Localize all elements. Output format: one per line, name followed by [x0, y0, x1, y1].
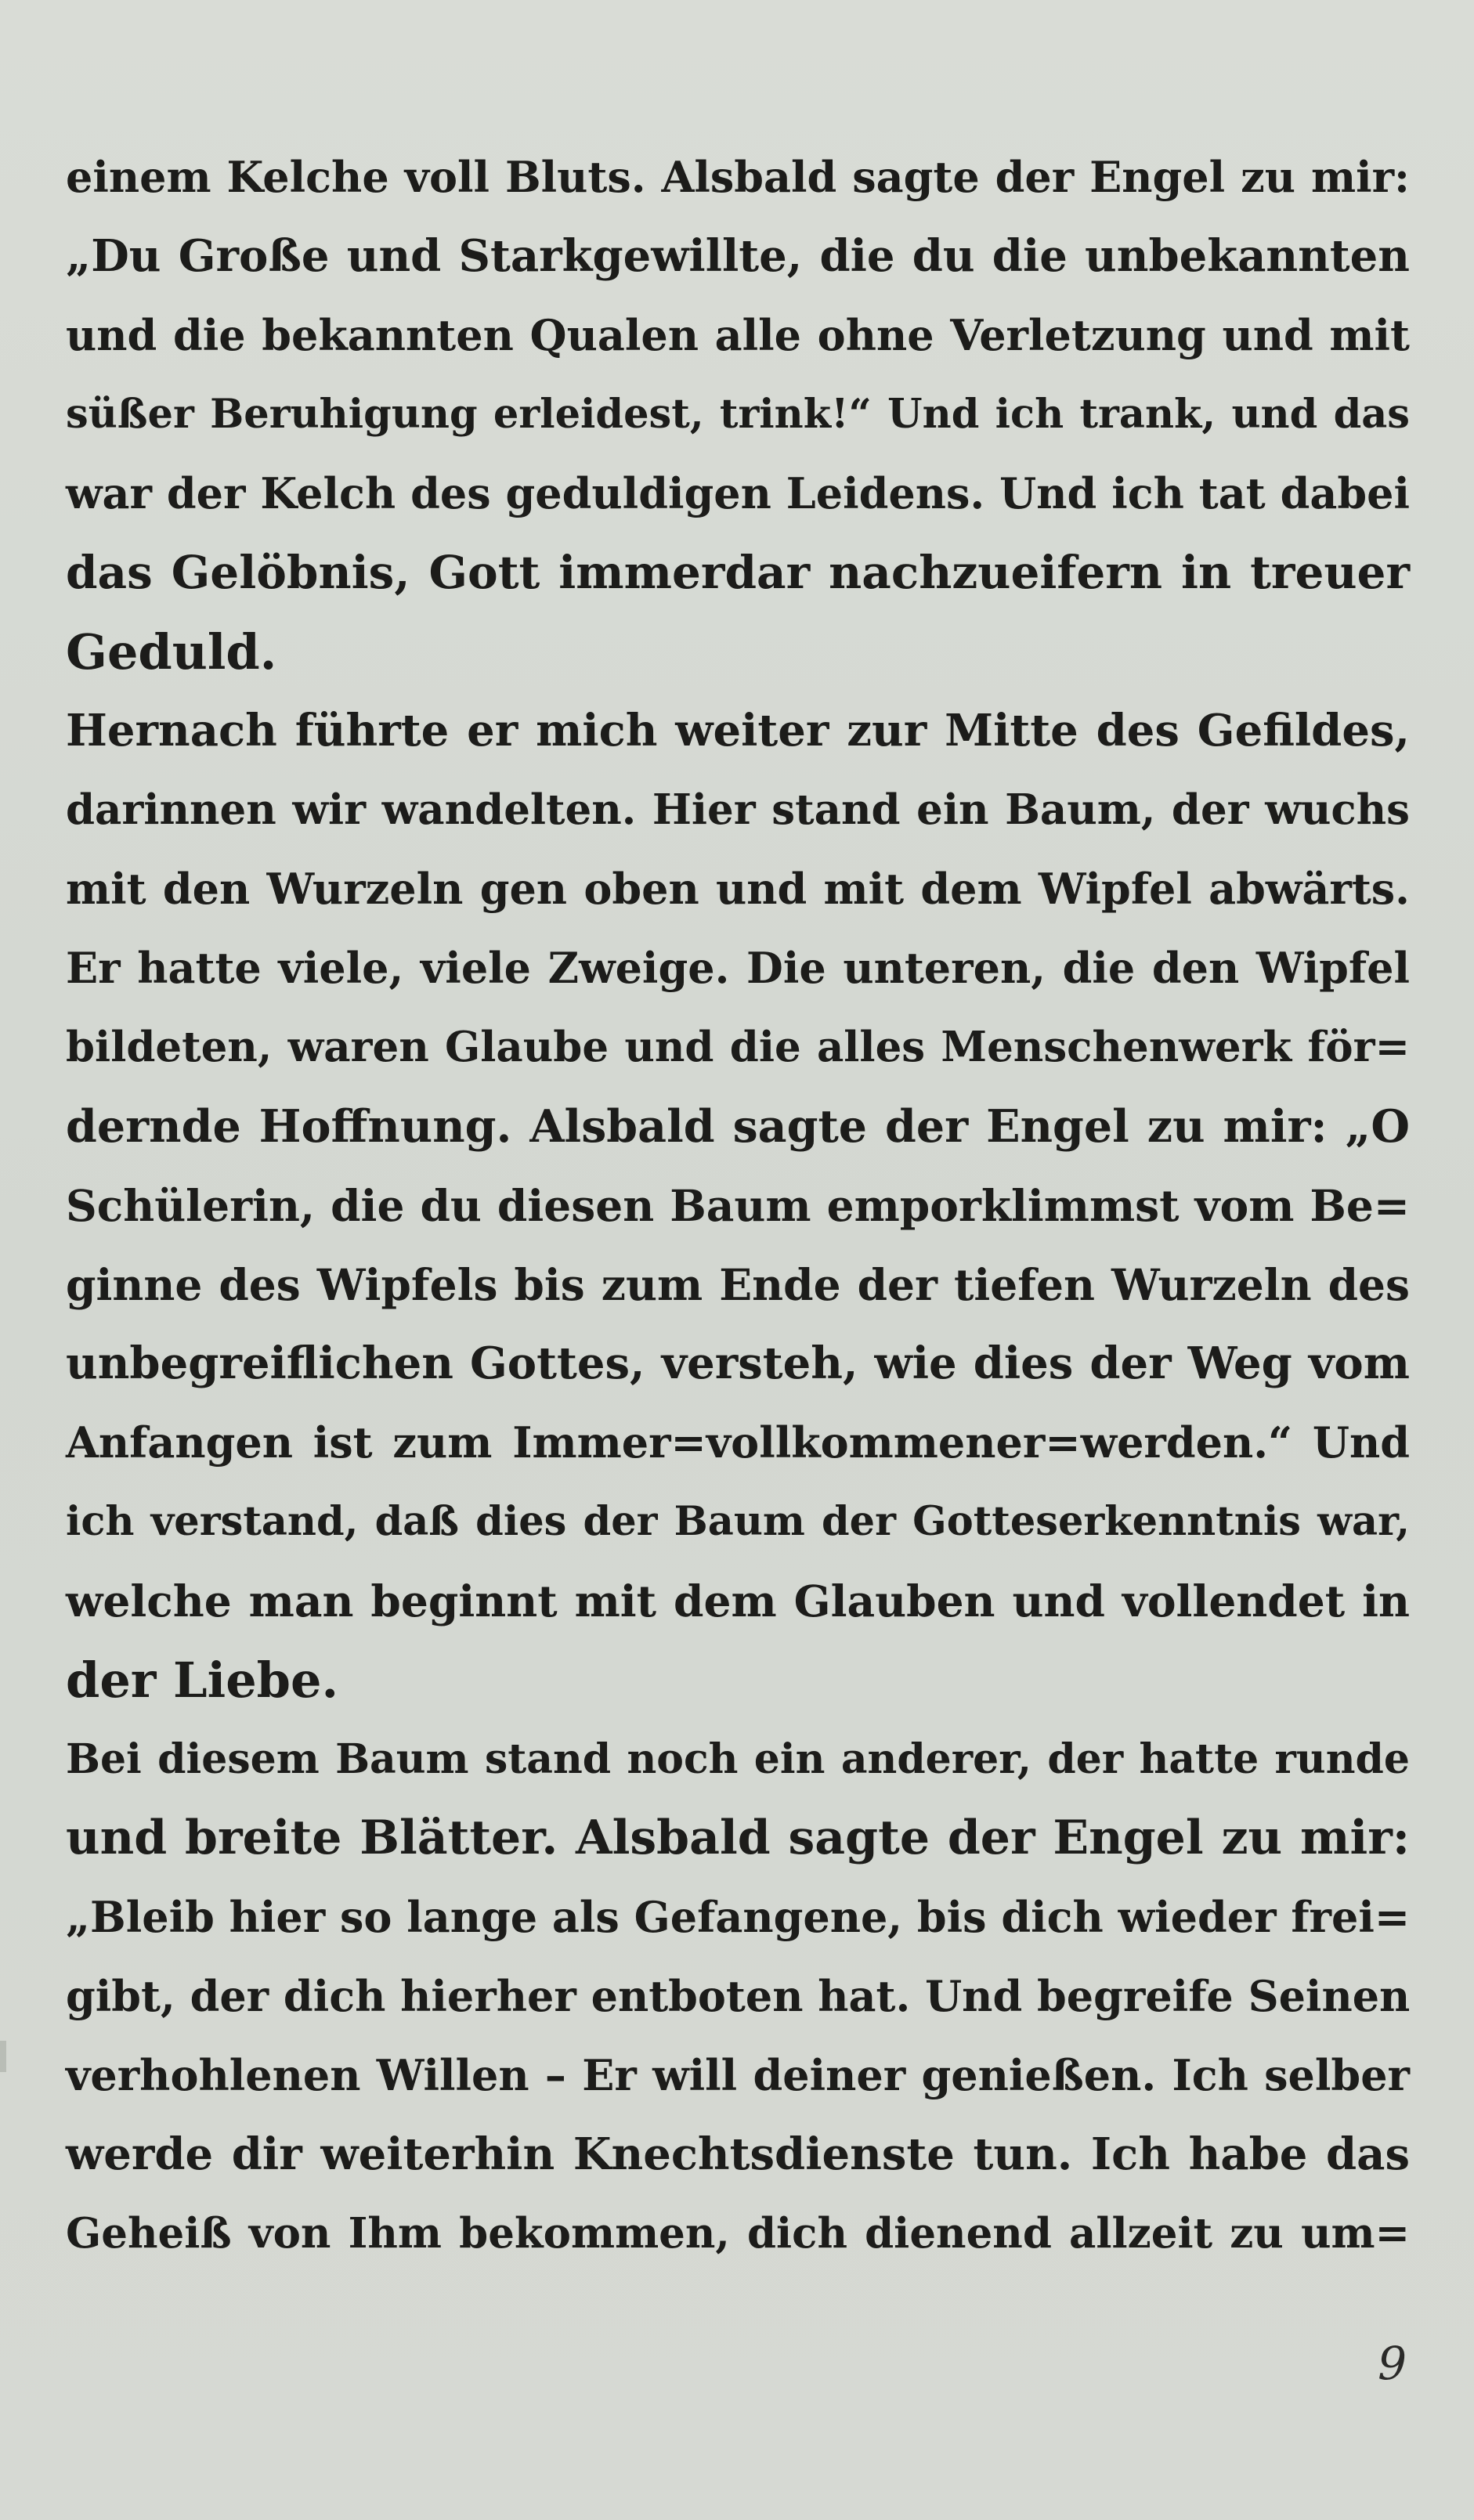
text-line: dernde Hoffnung. Alsbald sagte der Engel zu mir: „O — [66, 1100, 1410, 1153]
text-line: verhohlenen Willen – Er will deiner genießen. Ich selber — [66, 2050, 1410, 2100]
text-line: mit den Wurzeln gen oben und mit dem Wipfel abwärts. — [66, 864, 1410, 914]
text-line: darinnen wir wandelten. Hier stand ein Baum, der wuchs — [66, 785, 1410, 834]
text-line: war der Kelch des geduldigen Leidens. Und ich tat dabei — [66, 468, 1410, 518]
text-line: gibt, der dich hierher entboten hat. Und begreife Seinen — [66, 1971, 1411, 2021]
text-line: Er hatte viele, viele Zweige. Die unteren, die den Wipfel — [66, 943, 1410, 993]
text-line: Hernach führte er mich weiter zur Mitte des Gefildes, — [66, 705, 1410, 756]
text-line: Schülerin, die du diesen Baum emporklimmst vom Be= — [66, 1180, 1410, 1231]
text-line: ich verstand, daß dies der Baum der Gotteserkenntnis war, — [66, 1498, 1410, 1545]
text-line: Geheiß von Ihm bekommen, dich dienend allzeit zu um= — [66, 2209, 1410, 2258]
text-line: „Du Große und Starkgewillte, die du die unbekannten — [66, 230, 1410, 282]
body-text — [66, 138, 1410, 2273]
text-line: der Liebe. — [66, 1652, 339, 1709]
text-line: Anfangen ist zum Immer=vollkommener=werden.“ Und — [66, 1417, 1410, 1468]
text-line: das Gelöbnis, Gott immerdar nachzueifern in treuer — [66, 546, 1410, 599]
text-line: „Bleib hier so lange als Gefangene, bis dich wieder frei= — [66, 1892, 1411, 1942]
text-line: Geduld. — [66, 623, 277, 681]
text-line: welche man beginnt mit dem Glauben und vollendet in — [66, 1576, 1410, 1626]
text-line: Bei diesem Baum stand noch ein anderer, der hatte runde — [66, 1735, 1410, 1783]
text-line: einem Kelche voll Bluts. Alsbald sagte der Engel zu mir: — [66, 152, 1410, 202]
page-number: 9 — [1378, 2337, 1407, 2390]
text-line: werde dir weiterhin Knechtsdienste tun. Ich habe das — [66, 2128, 1410, 2180]
text-line: ginne des Wipfels bis zum Ende der tiefen Wurzeln des — [66, 1259, 1410, 1310]
text-line: unbegreiflichen Gottes, versteh, wie dies der Weg vom — [66, 1338, 1410, 1389]
text-line: und die bekannten Qualen alle ohne Verletzung und mit — [66, 310, 1410, 360]
text-line: bildeten, waren Glaube und die alles Menschenwerk för= — [66, 1023, 1410, 1071]
page-edge-mark — [0, 2041, 6, 2072]
text-line: süßer Beruhigung erleidest, trink!“ Und ich trank, und das — [66, 391, 1410, 438]
text-line: und breite Blätter. Alsbald sagte der Engel zu mir: — [66, 1811, 1410, 1865]
